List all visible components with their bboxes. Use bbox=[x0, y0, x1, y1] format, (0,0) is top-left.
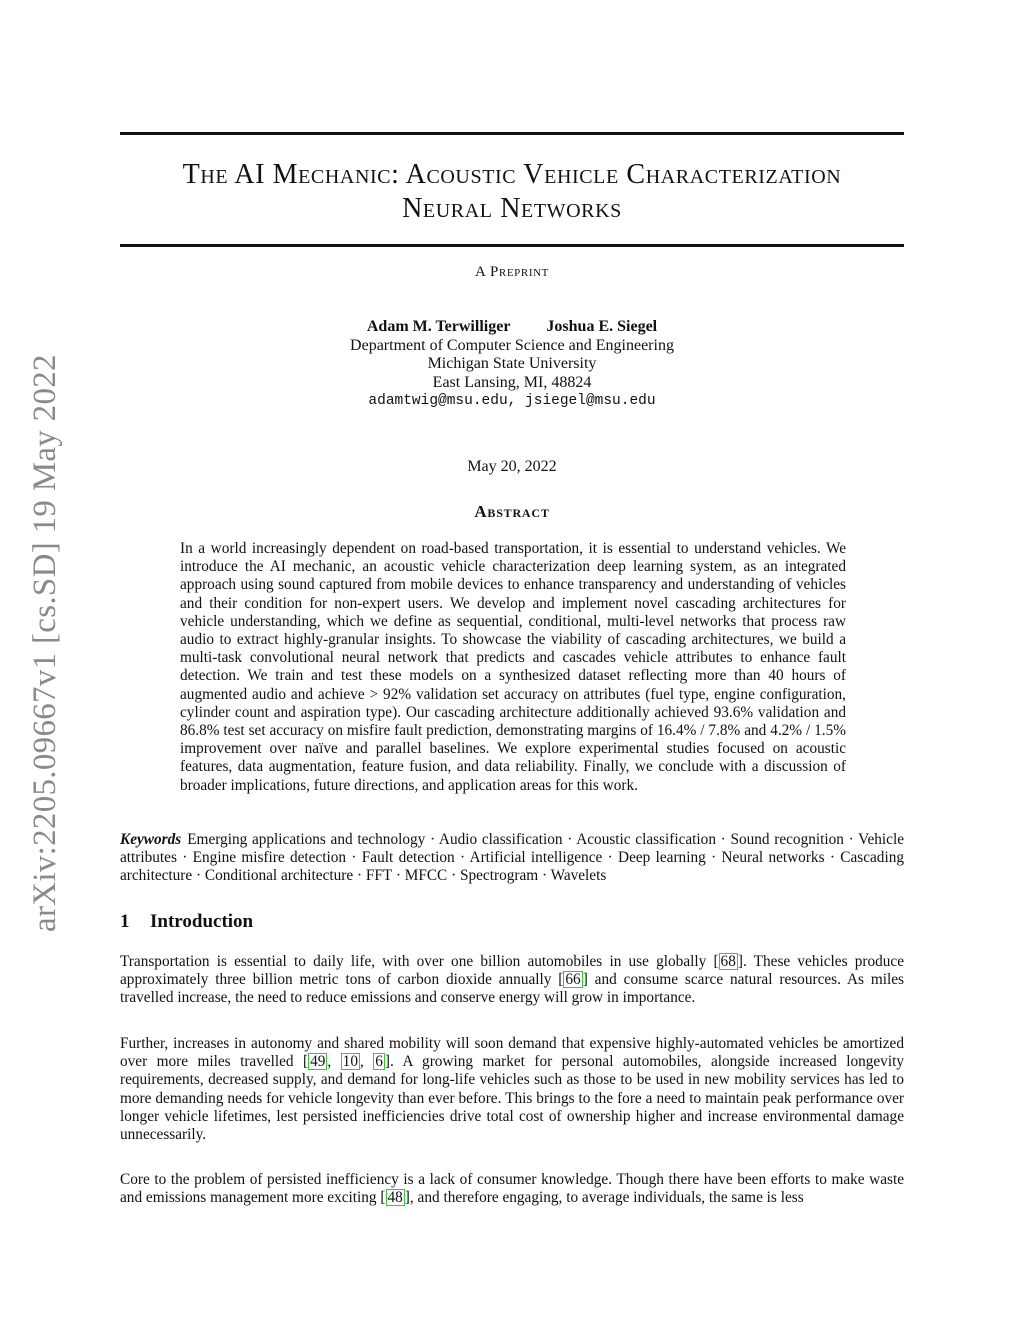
keywords-text: Emerging applications and technology · Audio classification · Acoustic classification · Sound recognition · Vehicle attributes · Engine misfire detection · Fault detection · Artificial intelligence · Deep learning · Neural networks · Cascading architecture · Conditional architecture · FFT · MFCC · Spectrogram · Wavelets bbox=[120, 831, 904, 885]
intro-paragraph-3 bbox=[120, 1171, 904, 1207]
preprint-label: A Preprint bbox=[475, 264, 549, 280]
arxiv-identifier-stamp: arXiv:2205.09667v1 [cs.SD] 19 May 2022 bbox=[27, 354, 63, 932]
paragraph-text: Further, increases in autonomy and shared mobility will soon demand that expensive highly-automated vehicles be amortized over more miles travelled [ bbox=[120, 1035, 904, 1071]
paper-date: May 20, 2022 bbox=[467, 458, 557, 475]
citation-link[interactable]: 49 bbox=[310, 1053, 326, 1071]
abstract-text: In a world increasingly dependent on road-based transportation, it is essential to understand vehicles. We introduce the AI mechanic, an acoustic vehicle characterization deep learning system, as an integrated approach using sound captured from mobile devices to enhance transparency and understanding of vehicles and their condition for non-expert users. We develop and implement novel cascading architectures for vehicle understanding, which we define as sequential, conditional, multi-level networks that process raw audio to extract highly-granular insights. To showcase the viability of cascading architectures, we build a multi-task convolutional neural network that predicts and cascades vehicle attributes to enhance fault detection. We train and test these models on a synthesized dataset reflecting more than 40 hours of augmented audio and achieve > 92% validation set accuracy on attributes (fuel type, engine configuration, cylinder count and aspiration type). Our cascading architecture additionally achieved 93.6% validation and 86.8% test set accuracy on misfire fault prediction, demonstrating margins of 16.4% / 7.8% and 4.2% / 1.5% improvement over naïve and parallel baselines. We explore experimental studies focused on acoustic features, data augmentation, feature fusion, and data reliability. Finally, we conclude with a discussion of broader implications, future directions, and application areas for this work. bbox=[180, 540, 846, 794]
section-title: Introduction bbox=[150, 911, 254, 932]
keywords bbox=[120, 831, 904, 886]
author-block bbox=[120, 318, 904, 411]
author-names bbox=[120, 318, 904, 337]
section-heading bbox=[120, 911, 253, 933]
paragraph-text: Core to the problem of persisted inefficiency is a lack of consumer knowledge. Though there have been efforts to make waste and emissions management more exciting [ bbox=[120, 1171, 904, 1207]
intro-paragraph-2 bbox=[120, 1035, 904, 1144]
title-line-1: The AI Mechanic: Acoustic Vehicle Characterization bbox=[182, 159, 842, 190]
paragraph-text: ]. A growing market for personal automobiles, alongside increased longevity requirements, decreased supply, and demand for long-life vehicles such as those to be used in new mobility services has led to more demanding needs for vehicle longevity than ever before. This brings to the fore a need to maintain peak performance over longer vehicle lifetimes, lest persisted inefficiencies drive total cost of ownership higher and increase environmental damage unnecessarily. bbox=[120, 1053, 904, 1144]
paragraph-text: ], and therefore engaging, to average individuals, the same is less bbox=[404, 1189, 804, 1207]
author-university: Michigan State University bbox=[427, 355, 597, 372]
author-department: Department of Computer Science and Engineering bbox=[350, 336, 674, 354]
title-line-2: Neural Networks bbox=[402, 193, 622, 224]
paragraph-text: ] and consume scarce natural resources. As miles travelled increase, the need to reduce emissions and conserve energy will grow in importance. bbox=[120, 971, 904, 1007]
citation-link[interactable]: 48 bbox=[387, 1189, 403, 1207]
title-top-rule bbox=[120, 132, 904, 135]
citation-link[interactable]: 6 bbox=[375, 1053, 383, 1071]
title-bottom-rule bbox=[120, 244, 904, 247]
paragraph-text: Transportation is essential to daily life, with over one billion automobiles in use globally [ bbox=[120, 953, 719, 970]
citation-separator: , bbox=[327, 1053, 341, 1071]
citation-separator: , bbox=[359, 1053, 374, 1071]
author-name: Joshua E. Siegel bbox=[546, 318, 658, 335]
author-emails: adamtwig@msu.edu, jsiegel@msu.edu bbox=[368, 393, 656, 409]
paragraph-text: ]. These vehicles produce approximately three billion metric tons of carbon dioxide annually [ bbox=[120, 953, 904, 989]
citation-link[interactable]: 10 bbox=[342, 1053, 358, 1071]
paper-title bbox=[120, 158, 904, 226]
citation-link[interactable]: 66 bbox=[565, 971, 581, 989]
intro-paragraph-1 bbox=[120, 953, 904, 1008]
author-location: East Lansing, MI, 48824 bbox=[432, 373, 592, 391]
citation-link[interactable]: 68 bbox=[720, 953, 736, 970]
author-name: Adam M. Terwilliger bbox=[366, 318, 511, 335]
abstract-heading: Abstract bbox=[474, 502, 550, 521]
section-number: 1 bbox=[120, 911, 130, 932]
keywords-label: Keywords bbox=[120, 831, 182, 848]
